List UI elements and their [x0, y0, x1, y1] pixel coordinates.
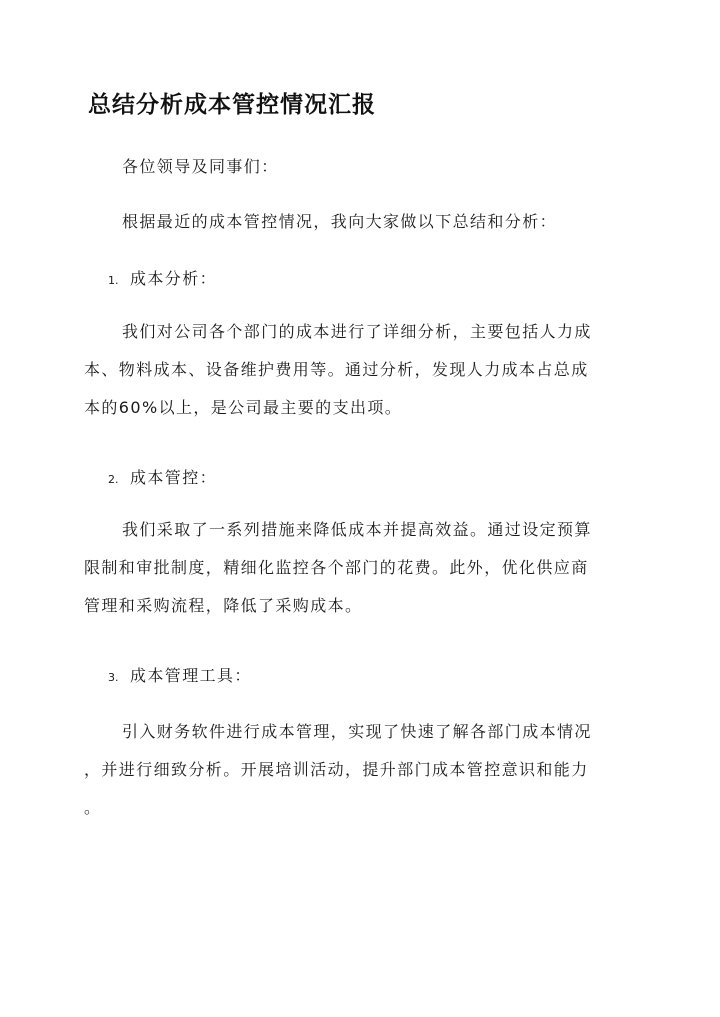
section-3-paragraph [84, 713, 633, 827]
document-title: 总结分析成本管控情况汇报 [88, 91, 376, 118]
section-1-number: 1. [108, 274, 119, 287]
section-1-line-3: 本的60%以上，是公司最主要的支出项。 [84, 398, 403, 417]
section-1-heading [108, 268, 217, 292]
section-3-heading [108, 665, 252, 689]
section-2-line-3: 管理和采购流程，降低了采购成本。 [84, 596, 363, 615]
section-2-paragraph [84, 511, 633, 625]
section-2-line-1: 我们采取了一系列措施来降低成本并提高效益。通过设定预算 [122, 520, 592, 539]
section-2-heading-text: 成本管控： [130, 468, 218, 487]
section-1-heading-text: 成本分析： [130, 269, 218, 288]
greeting-paragraph [88, 148, 633, 186]
section-3-line-1: 引入财务软件进行成本管理，实现了快速了解各部门成本情况 [122, 722, 592, 741]
section-2-number: 2. [108, 473, 119, 486]
section-3-line-3: 。 [84, 798, 102, 817]
section-3-line-2: ，并进行细致分析。开展培训活动，提升部门成本管控意识和能力 [84, 760, 589, 779]
section-1-paragraph [84, 313, 633, 427]
intro-text: 根据最近的成本管控情况，我向大家做以下总结和分析： [122, 212, 558, 231]
greeting-text: 各位领导及同事们： [122, 157, 279, 176]
intro-paragraph [88, 203, 633, 241]
section-2-line-2: 限制和审批制度，精细化监控各个部门的花费。此外，优化供应商 [84, 558, 589, 577]
section-1-line-2: 本、物料成本、设备维护费用等。通过分析，发现人力成本占总成 [84, 360, 589, 379]
section-1-line-1: 我们对公司各个部门的成本进行了详细分析，主要包括人力成 [122, 322, 592, 341]
section-2-heading [108, 467, 217, 491]
section-3-number: 3. [108, 671, 119, 684]
section-3-heading-text: 成本管理工具： [130, 666, 252, 685]
